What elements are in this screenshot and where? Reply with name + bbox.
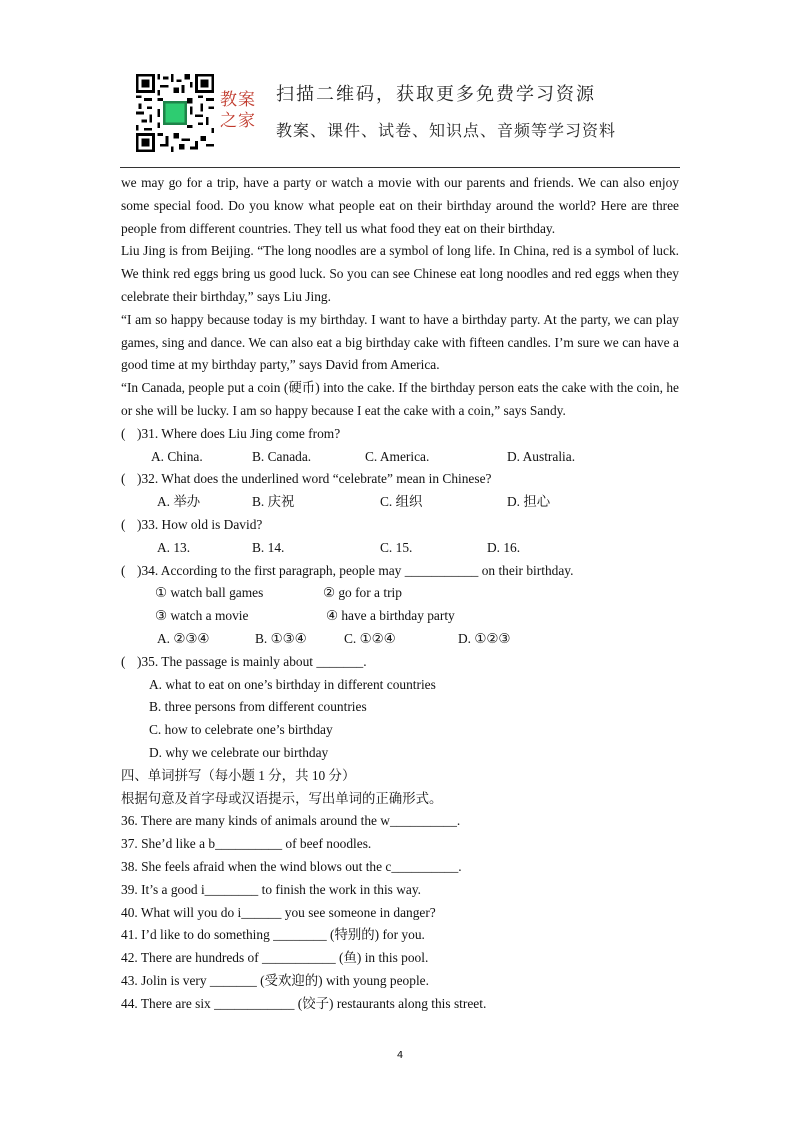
spelling-item: 36. There are many kinds of animals around the w__________. — [121, 813, 461, 829]
option-b: B. ①③④ — [255, 630, 307, 646]
header-slogan: 扫描二维码，获取更多免费学习资源 — [276, 84, 596, 105]
header-subslogan: 教案、课件、试卷、知识点、音频等学习资料 — [276, 121, 617, 140]
option-a: A. what to eat on one’s birthday in different countries — [149, 676, 436, 692]
spelling-item: 42. There are hundreds of ___________ (鱼) in this pool. — [121, 950, 429, 966]
question-33: ( )33. How old is David? — [121, 516, 263, 532]
passage-paragraph: we may go for a trip, have a party or watch a movie with our parents and friends. We can also enjoy some special food. Do you know what people eat on their birthday around the world? Here are three people from different countries. They tell us what food they eat on their birthday. — [121, 175, 679, 236]
question-34-choices — [121, 605, 679, 628]
section-title: 四、单词拼写（每小题 1 分，共 10 分） — [121, 767, 356, 783]
choice-3: ③ watch a movie — [155, 608, 249, 624]
spelling-item: 37. She’d like a b__________ of beef noodles. — [121, 836, 372, 852]
option-a: A. ②③④ — [157, 630, 210, 646]
page-content — [121, 172, 679, 1015]
option-a: A. 13. — [157, 539, 191, 555]
brand-logo: 教案 之家 — [220, 90, 256, 131]
spelling-item: 41. I’d like to do something ________ (特别的) for you. — [121, 927, 425, 943]
option-a: A. China. — [151, 448, 203, 464]
question-33-options — [121, 537, 679, 560]
option-c: C. ①②④ — [344, 630, 396, 646]
option-d: D. 担心 — [507, 494, 551, 510]
question-34-options — [121, 628, 679, 651]
section-instruction: 根据句意及首字母或汉语提示，写出单词的正确形式。 — [121, 790, 443, 806]
spelling-item: 38. She feels afraid when the wind blows out the c__________. — [121, 858, 462, 874]
choice-2: ② go for a trip — [323, 585, 402, 601]
question-32: ( )32. What does the underlined word “celebrate” mean in Chinese? — [121, 471, 492, 487]
option-c: C. America. — [365, 448, 430, 464]
question-35: ( )35. The passage is mainly about _______. — [121, 653, 367, 669]
option-b: B. 14. — [252, 539, 285, 555]
question-31-options — [121, 446, 679, 469]
page-number: 4 — [396, 1050, 404, 1061]
option-c: C. how to celebrate one’s birthday — [149, 722, 333, 738]
choice-4: ④ have a birthday party — [326, 608, 455, 624]
passage-paragraph: “In Canada, people put a coin (硬币) into the cake. If the birthday person eats the cake with the coin, he or she will be lucky. I am so happy because I eat the cake with a coin,” says Sandy. — [121, 380, 679, 418]
option-b: B. 庆祝 — [252, 494, 295, 510]
spelling-item: 39. It’s a good i________ to finish the work in this way. — [121, 881, 422, 897]
header-divider — [120, 167, 680, 168]
option-a: A. 举办 — [157, 494, 201, 510]
option-c: C. 15. — [380, 539, 413, 555]
spelling-item: 43. Jolin is very _______ (受欢迎的) with young people. — [121, 972, 429, 988]
question-34-choices — [121, 582, 679, 605]
question-32-options — [121, 491, 679, 514]
option-b: B. Canada. — [252, 448, 312, 464]
passage-paragraph: “I am so happy because today is my birthday. I want to have a birthday party. At the party, we can play games, sing and dance. We can also eat a big birthday cake with fifteen candles. I’m sure we can have a good time at my birthday party,” says David from America. — [121, 311, 679, 373]
option-b: B. three persons from different countries — [149, 699, 367, 715]
qr-code-icon — [136, 74, 214, 152]
page-header — [120, 68, 680, 168]
option-d: D. ①②③ — [458, 630, 511, 646]
spelling-item: 40. What will you do i______ you see someone in danger? — [121, 904, 436, 920]
question-31: ( )31. Where does Liu Jing come from? — [121, 425, 341, 441]
passage-paragraph: Liu Jing is from Beijing. “The long noodles are a symbol of long life. In China, red is a symbol of luck. We think red eggs bring us good luck. So you can see Chinese eat long noodles and red eggs when they celebrate their birthday,” says Liu Jing. — [121, 243, 679, 304]
choice-1: ① watch ball games — [155, 585, 264, 601]
option-c: C. 组织 — [380, 494, 423, 510]
spelling-item: 44. There are six ____________ (饺子) restaurants along this street. — [121, 995, 487, 1011]
question-34: ( )34. According to the first paragraph, people may ___________ on their birthday. — [121, 562, 574, 578]
option-d: D. 16. — [487, 539, 521, 555]
option-d: D. Australia. — [507, 448, 576, 464]
option-d: D. why we celebrate our birthday — [149, 744, 329, 760]
